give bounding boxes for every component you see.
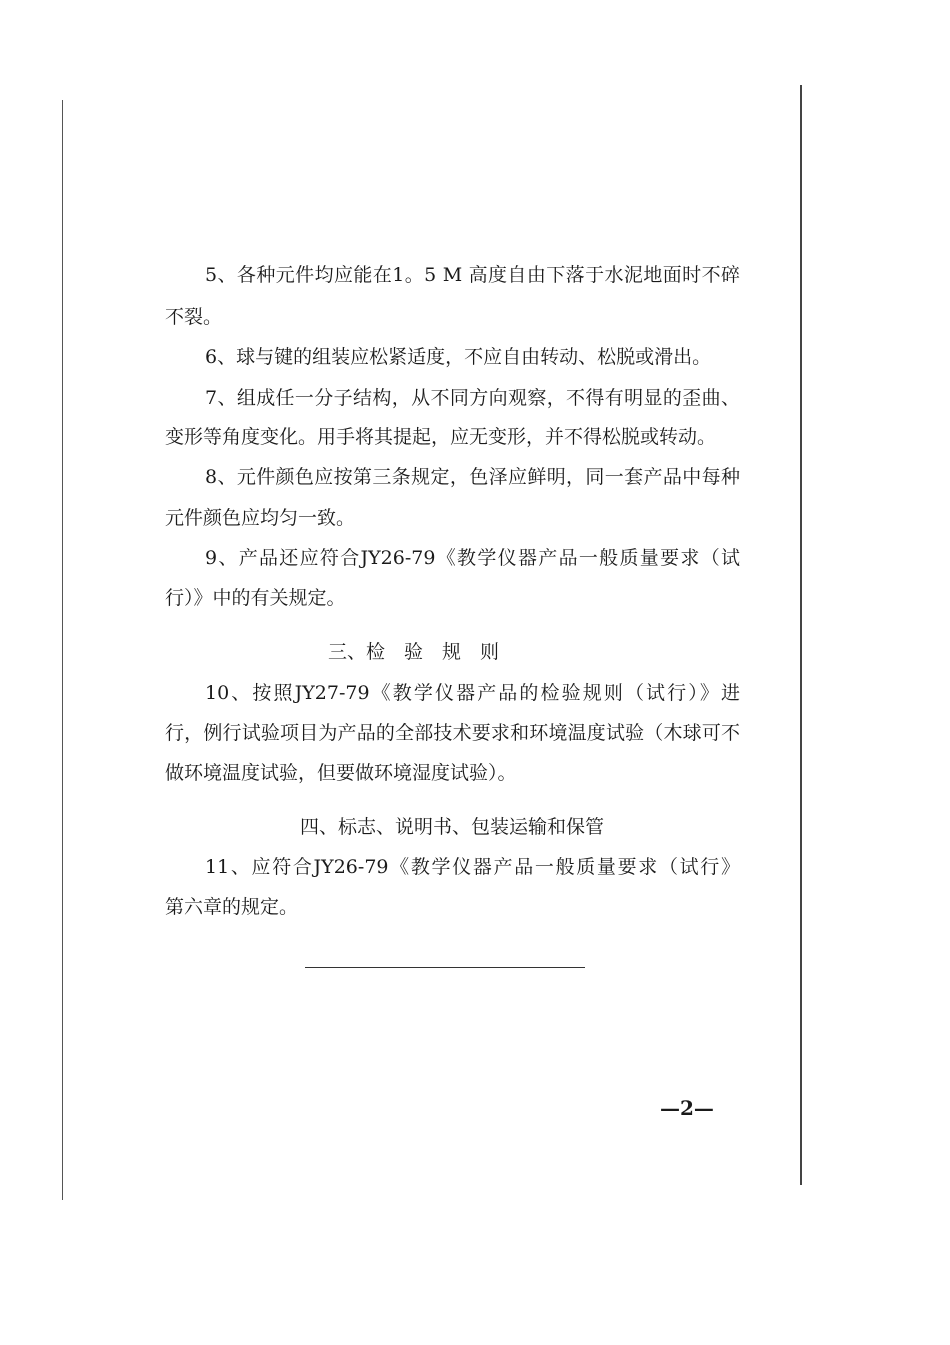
para-7-line-2: 变形等角度变化。用手将其提起，应无变形，并不得松脱或转动。 xyxy=(165,426,717,448)
para-9-line-2: 行）》中的有关规定。 xyxy=(165,587,346,609)
para-8-line-2: 元件颜色应均匀一致。 xyxy=(165,507,356,529)
page-number: —2— xyxy=(660,1096,714,1120)
para-10-line-1: 10、按照JY27-79《教学仪器产品的检验规则（试行）》进 xyxy=(205,682,740,704)
right-border-line xyxy=(800,85,802,1185)
end-separator-line xyxy=(305,967,585,968)
para-5-line-2: 不裂。 xyxy=(165,306,223,328)
para-8-line-1: 8、元件颜色应按第三条规定，色泽应鲜明，同一套产品中每种 xyxy=(205,466,740,488)
para-5-line-1: 5、各种元件均应能在1。5 M 高度自由下落于水泥地面时不碎 xyxy=(205,264,740,286)
left-border-line xyxy=(62,100,63,1200)
para-11-line-2: 第六章的规定。 xyxy=(165,896,299,918)
para-11-line-1: 11、应符合JY26-79《教学仪器产品一般质量要求（试行》 xyxy=(205,856,740,878)
section-4-heading: 四、标志、说明书、包装运输和保管 xyxy=(300,816,605,838)
section-3-heading: 三、检 验 规 则 xyxy=(328,641,500,663)
para-10-line-2: 行，例行试验项目为产品的全部技术要求和环境温度试验（木球可不 xyxy=(165,722,740,744)
para-10-line-3: 做环境温度试验，但要做环境湿度试验）。 xyxy=(165,762,517,784)
para-9-line-1: 9、产品还应符合JY26-79《教学仪器产品一般质量要求（试 xyxy=(205,547,740,569)
para-7-line-1: 7、组成任一分子结构，从不同方向观察，不得有明显的歪曲、 xyxy=(205,387,740,409)
para-6-line-1: 6、球与键的组装应松紧适度，不应自由转动、松脱或滑出。 xyxy=(205,346,712,368)
